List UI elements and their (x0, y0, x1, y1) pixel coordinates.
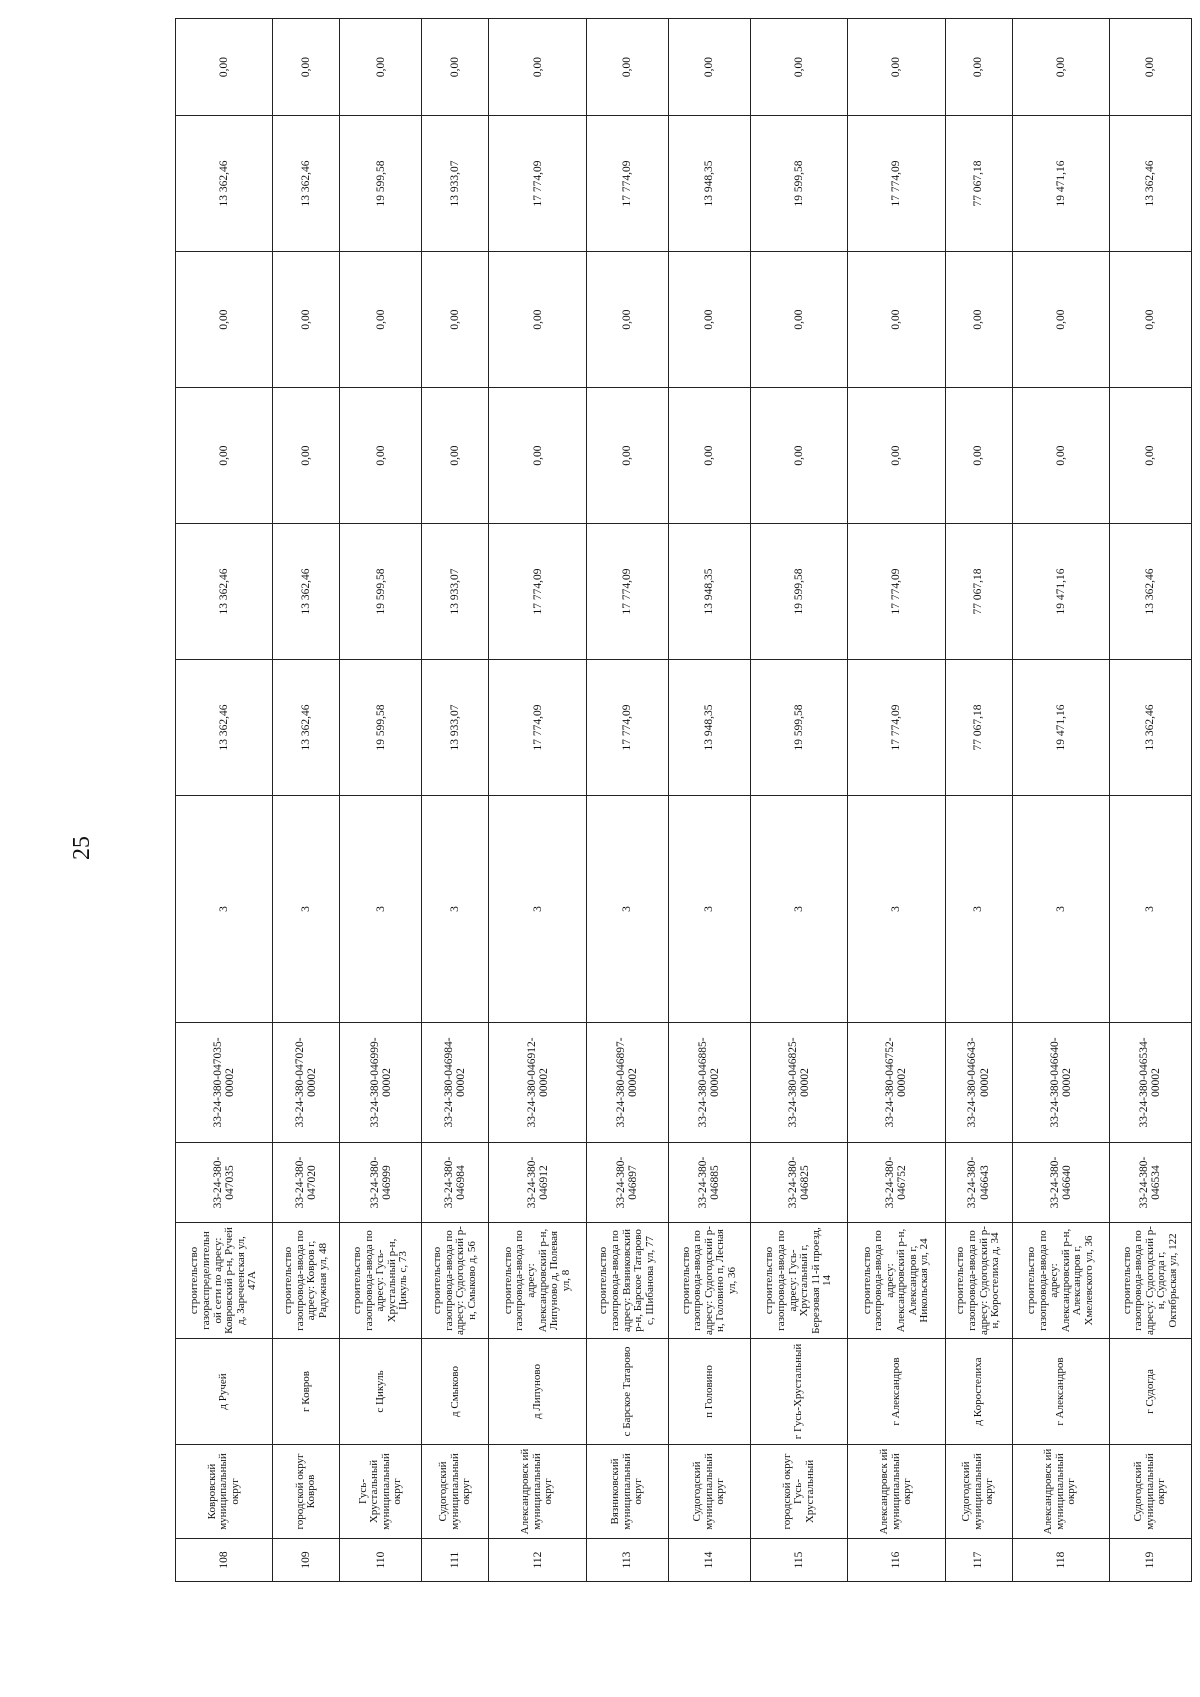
object-id-cell: 33-24-380-046885-00002 (668, 1023, 750, 1143)
table-row (945, 19, 1012, 1582)
locality-cell: г Александров (1012, 1339, 1109, 1445)
table-row (176, 19, 273, 1582)
amount-remaining-cell: 17 774,09 (848, 116, 945, 252)
category-cell: 3 (422, 796, 489, 1023)
amount-other-cell: 0,00 (422, 252, 489, 388)
description-cell: строительство газопровода-ввода по адресу: Гусь-Хрустальный р-н, Цикуль с, 73 (340, 1223, 422, 1339)
amount-paid-cell: 0,00 (848, 388, 945, 524)
amount-total-cell: 77 067,18 (945, 660, 1012, 796)
registry-table-wrapper (175, 56, 1192, 1582)
amount-remaining-cell: 13 362,46 (176, 116, 273, 252)
amount-balance-cell: 0,00 (176, 19, 273, 116)
amount-total-cell: 13 933,07 (422, 660, 489, 796)
table-row (750, 19, 847, 1582)
cadastral-number-cell: 33-24-380-046825 (750, 1143, 847, 1223)
cadastral-number-cell: 33-24-380-046640 (1012, 1143, 1109, 1223)
object-id-cell: 33-24-380-046999-00002 (340, 1023, 422, 1143)
category-cell: 3 (273, 796, 340, 1023)
amount-remaining-cell: 19 471,16 (1012, 116, 1109, 252)
cadastral-number-cell: 33-24-380-046643 (945, 1143, 1012, 1223)
amount-planned-cell: 17 774,09 (848, 524, 945, 660)
amount-total-cell: 13 362,46 (176, 660, 273, 796)
registry-table (175, 18, 1192, 1582)
amount-other-cell: 0,00 (273, 252, 340, 388)
district-cell: Гусь-Хрустальный муниципальный округ (340, 1445, 422, 1539)
locality-cell: с Цикуль (340, 1339, 422, 1445)
amount-remaining-cell: 13 933,07 (422, 116, 489, 252)
object-id-cell: 33-24-380-047020-00002 (273, 1023, 340, 1143)
category-cell: 3 (668, 796, 750, 1023)
locality-cell: д Ручей (176, 1339, 273, 1445)
district-cell: Судогодский муниципальный округ (668, 1445, 750, 1539)
locality-cell: д Липуново (489, 1339, 586, 1445)
amount-balance-cell: 0,00 (750, 19, 847, 116)
table-row (668, 19, 750, 1582)
amount-paid-cell: 0,00 (176, 388, 273, 524)
amount-remaining-cell: 17 774,09 (489, 116, 586, 252)
district-cell: Вязниковский муниципальный округ (586, 1445, 668, 1539)
row-number: 112 (489, 1539, 586, 1582)
amount-paid-cell: 0,00 (1109, 388, 1191, 524)
district-cell: Александровск ий муниципальный округ (1012, 1445, 1109, 1539)
amount-planned-cell: 13 948,35 (668, 524, 750, 660)
amount-balance-cell: 0,00 (422, 19, 489, 116)
object-id-cell: 33-24-380-047035-00002 (176, 1023, 273, 1143)
district-cell: городской округ Ковров (273, 1445, 340, 1539)
row-number: 109 (273, 1539, 340, 1582)
amount-other-cell: 0,00 (945, 252, 1012, 388)
cadastral-number-cell: 33-24-380-047035 (176, 1143, 273, 1223)
cadastral-number-cell: 33-24-380-046999 (340, 1143, 422, 1223)
table-row (340, 19, 422, 1582)
amount-total-cell: 13 362,46 (273, 660, 340, 796)
amount-balance-cell: 0,00 (273, 19, 340, 116)
locality-cell: г Гусь-Хрустальный (750, 1339, 847, 1445)
locality-cell: с Барское Татарово (586, 1339, 668, 1445)
district-cell: Ковровский муниципальный округ (176, 1445, 273, 1539)
amount-planned-cell: 17 774,09 (489, 524, 586, 660)
amount-paid-cell: 0,00 (489, 388, 586, 524)
amount-other-cell: 0,00 (750, 252, 847, 388)
amount-planned-cell: 19 599,58 (750, 524, 847, 660)
table-body (176, 19, 1192, 1582)
category-cell: 3 (1109, 796, 1191, 1023)
amount-other-cell: 0,00 (668, 252, 750, 388)
amount-balance-cell: 0,00 (1109, 19, 1191, 116)
amount-paid-cell: 0,00 (422, 388, 489, 524)
amount-balance-cell: 0,00 (945, 19, 1012, 116)
description-cell: строительство газопровода-ввода по адресу: Судогодский р-н, Судогда г, Октябрьская ул, 122 (1109, 1223, 1191, 1339)
amount-total-cell: 17 774,09 (489, 660, 586, 796)
cadastral-number-cell: 33-24-380-046912 (489, 1143, 586, 1223)
amount-balance-cell: 0,00 (848, 19, 945, 116)
amount-total-cell: 19 599,58 (750, 660, 847, 796)
object-id-cell: 33-24-380-046640-00002 (1012, 1023, 1109, 1143)
object-id-cell: 33-24-380-046984-00002 (422, 1023, 489, 1143)
description-cell: строительство газопровода-ввода по адресу: Ковров г, Радужная ул, 48 (273, 1223, 340, 1339)
amount-total-cell: 19 471,16 (1012, 660, 1109, 796)
amount-total-cell: 17 774,09 (848, 660, 945, 796)
amount-total-cell: 19 599,58 (340, 660, 422, 796)
amount-balance-cell: 0,00 (489, 19, 586, 116)
locality-cell: г Ковров (273, 1339, 340, 1445)
row-number: 114 (668, 1539, 750, 1582)
amount-paid-cell: 0,00 (945, 388, 1012, 524)
amount-balance-cell: 0,00 (586, 19, 668, 116)
amount-paid-cell: 0,00 (1012, 388, 1109, 524)
category-cell: 3 (340, 796, 422, 1023)
district-cell: Судогодский муниципальный округ (945, 1445, 1012, 1539)
amount-balance-cell: 0,00 (668, 19, 750, 116)
object-id-cell: 33-24-380-046643-00002 (945, 1023, 1012, 1143)
description-cell: строительство газопровода-ввода по адресу: Вязниковский р-н, Барское Татарово с, Шибанова ул, 77 (586, 1223, 668, 1339)
table-row (422, 19, 489, 1582)
amount-balance-cell: 0,00 (1012, 19, 1109, 116)
amount-remaining-cell: 13 948,35 (668, 116, 750, 252)
cadastral-number-cell: 33-24-380-046752 (848, 1143, 945, 1223)
locality-cell: п Головино (668, 1339, 750, 1445)
district-cell: Александровск ий муниципальный округ (848, 1445, 945, 1539)
amount-other-cell: 0,00 (586, 252, 668, 388)
description-cell: строительство газопровода-ввода по адресу: Судогодский р-н, Коростелиха д, 34 (945, 1223, 1012, 1339)
cadastral-number-cell: 33-24-380-046885 (668, 1143, 750, 1223)
row-number: 117 (945, 1539, 1012, 1582)
object-id-cell: 33-24-380-046897-00002 (586, 1023, 668, 1143)
amount-planned-cell: 13 933,07 (422, 524, 489, 660)
amount-other-cell: 0,00 (848, 252, 945, 388)
row-number: 110 (340, 1539, 422, 1582)
amount-remaining-cell: 13 362,46 (1109, 116, 1191, 252)
description-cell: строительство газораспределительн ой сети по адресу: Ковровский р-н, Ручей д, Заречеенская ул, 47А (176, 1223, 273, 1339)
object-id-cell: 33-24-380-046912-00002 (489, 1023, 586, 1143)
amount-paid-cell: 0,00 (273, 388, 340, 524)
category-cell: 3 (586, 796, 668, 1023)
row-number: 115 (750, 1539, 847, 1582)
table-row (489, 19, 586, 1582)
amount-balance-cell: 0,00 (340, 19, 422, 116)
amount-remaining-cell: 13 362,46 (273, 116, 340, 252)
amount-remaining-cell: 17 774,09 (586, 116, 668, 252)
amount-planned-cell: 13 362,46 (1109, 524, 1191, 660)
object-id-cell: 33-24-380-046825-00002 (750, 1023, 847, 1143)
table-row (848, 19, 945, 1582)
amount-total-cell: 13 362,46 (1109, 660, 1191, 796)
amount-total-cell: 13 948,35 (668, 660, 750, 796)
amount-other-cell: 0,00 (489, 252, 586, 388)
row-number: 108 (176, 1539, 273, 1582)
district-cell: городской округ Гусь-Хрустальный (750, 1445, 847, 1539)
category-cell: 3 (1012, 796, 1109, 1023)
object-id-cell: 33-24-380-046534-00002 (1109, 1023, 1191, 1143)
amount-planned-cell: 17 774,09 (586, 524, 668, 660)
category-cell: 3 (489, 796, 586, 1023)
district-cell: Судогодский муниципальный округ (1109, 1445, 1191, 1539)
table-row (586, 19, 668, 1582)
amount-planned-cell: 13 362,46 (176, 524, 273, 660)
amount-other-cell: 0,00 (1012, 252, 1109, 388)
amount-other-cell: 0,00 (1109, 252, 1191, 388)
amount-remaining-cell: 77 067,18 (945, 116, 1012, 252)
amount-remaining-cell: 19 599,58 (750, 116, 847, 252)
description-cell: строительство газопровода-ввода по адресу: Судогодский р-н, Смыково д, 56 (422, 1223, 489, 1339)
amount-paid-cell: 0,00 (340, 388, 422, 524)
cadastral-number-cell: 33-24-380-047020 (273, 1143, 340, 1223)
district-cell: Александровск ий муниципальный округ (489, 1445, 586, 1539)
amount-paid-cell: 0,00 (668, 388, 750, 524)
object-id-cell: 33-24-380-046752-00002 (848, 1023, 945, 1143)
cadastral-number-cell: 33-24-380-046984 (422, 1143, 489, 1223)
cadastral-number-cell: 33-24-380-046897 (586, 1143, 668, 1223)
category-cell: 3 (848, 796, 945, 1023)
description-cell: строительство газопровода-ввода по адресу: Александровский р-н, Александров г, Никольская ул, 24 (848, 1223, 945, 1339)
table-row (273, 19, 340, 1582)
page-number: 25 (69, 836, 95, 860)
district-cell: Судогодский муниципальный округ (422, 1445, 489, 1539)
table-row (1109, 19, 1191, 1582)
table-row (1012, 19, 1109, 1582)
amount-planned-cell: 19 599,58 (340, 524, 422, 660)
category-cell: 3 (176, 796, 273, 1023)
row-number: 116 (848, 1539, 945, 1582)
row-number: 118 (1012, 1539, 1109, 1582)
row-number: 111 (422, 1539, 489, 1582)
amount-planned-cell: 77 067,18 (945, 524, 1012, 660)
locality-cell: д Смыково (422, 1339, 489, 1445)
row-number: 119 (1109, 1539, 1191, 1582)
description-cell: строительство газопровода-ввода по адресу: Гусь-Хрустальный г, Березовая 11-й проезд, 14 (750, 1223, 847, 1339)
cadastral-number-cell: 33-24-380-046534 (1109, 1143, 1191, 1223)
amount-other-cell: 0,00 (340, 252, 422, 388)
locality-cell: д Коростелиха (945, 1339, 1012, 1445)
amount-other-cell: 0,00 (176, 252, 273, 388)
row-number: 113 (586, 1539, 668, 1582)
amount-remaining-cell: 19 599,58 (340, 116, 422, 252)
category-cell: 3 (945, 796, 1012, 1023)
locality-cell: г Судогда (1109, 1339, 1191, 1445)
description-cell: строительство газопровода-ввода по адресу: Александровский р-н, Александров г, Хмелевского ул, 36 (1012, 1223, 1109, 1339)
description-cell: строительство газопровода-ввода по адресу: Судогодский р-н, Головино п, Лесная ул, 36 (668, 1223, 750, 1339)
locality-cell: г Александров (848, 1339, 945, 1445)
amount-planned-cell: 19 471,16 (1012, 524, 1109, 660)
amount-paid-cell: 0,00 (750, 388, 847, 524)
description-cell: строительство газопровода-ввода по адресу: Александровский р-н, Липуново д, Полевая ул, 8 (489, 1223, 586, 1339)
amount-planned-cell: 13 362,46 (273, 524, 340, 660)
amount-paid-cell: 0,00 (586, 388, 668, 524)
amount-total-cell: 17 774,09 (586, 660, 668, 796)
category-cell: 3 (750, 796, 847, 1023)
